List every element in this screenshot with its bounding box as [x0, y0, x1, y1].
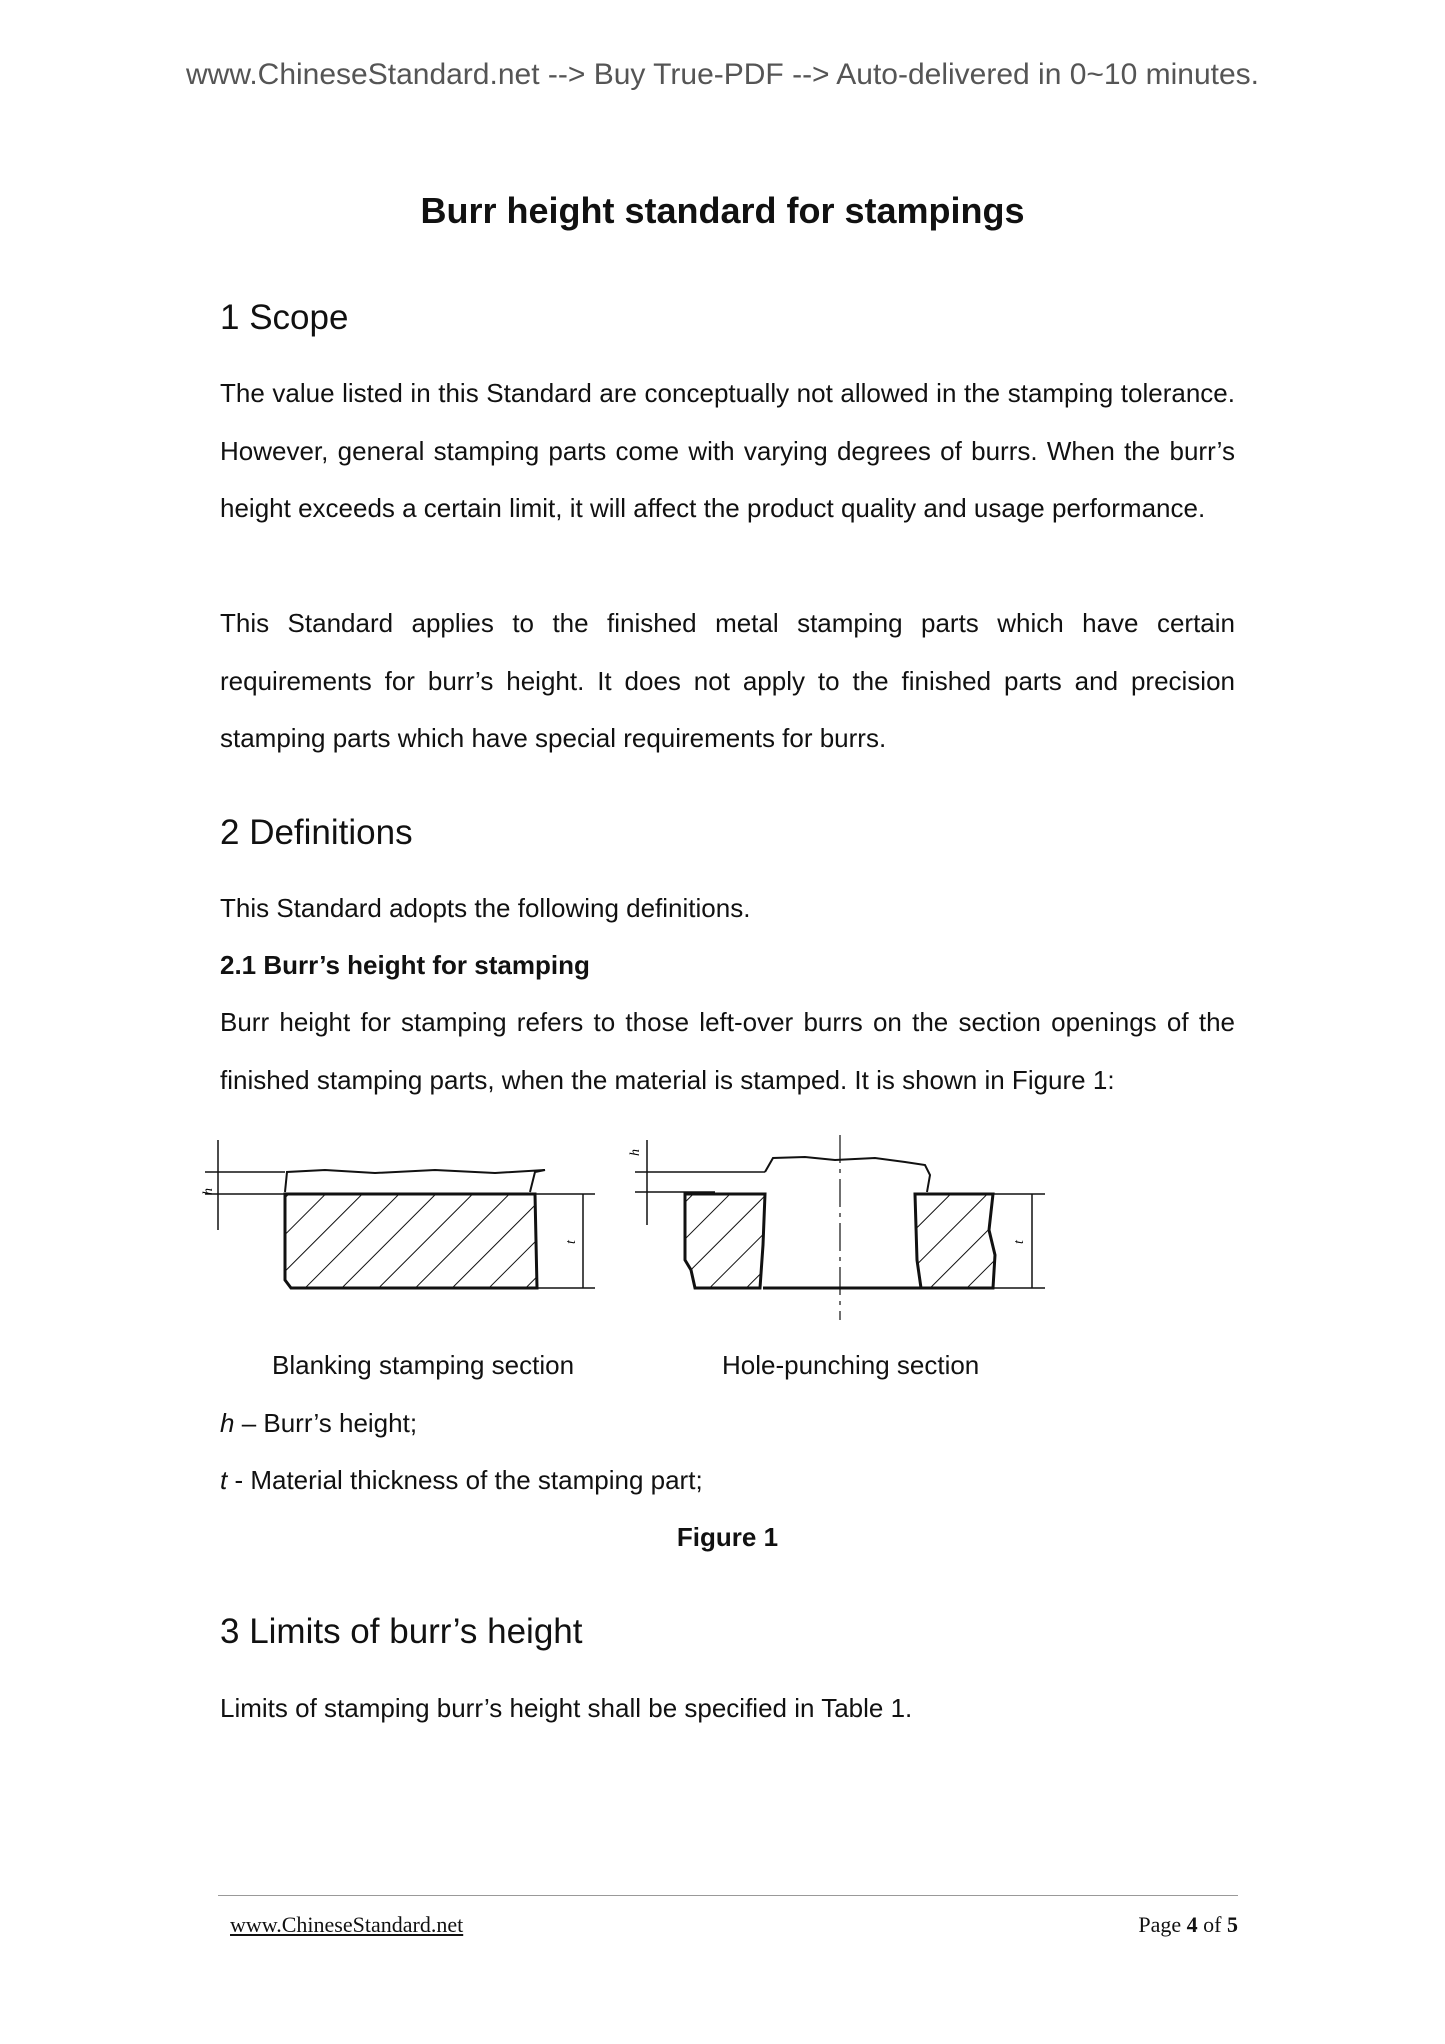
legend-t — [220, 1452, 1235, 1510]
section-2-1-heading: 2.1 Burr’s height for stamping — [220, 950, 590, 980]
legend-h — [220, 1395, 1235, 1453]
section-2-heading: 2 Definitions — [220, 813, 413, 852]
punch-right-wall — [915, 1194, 995, 1288]
legend-h-text: – Burr’s height; — [234, 1408, 418, 1438]
caption-hole-punching: Hole-punching section — [722, 1350, 980, 1380]
footer-divider — [218, 1895, 1238, 1896]
legend-t-text: - Material thickness of the stamping part; — [227, 1465, 703, 1495]
footer-link[interactable]: www.ChineseStandard.net — [230, 1912, 464, 1937]
section-1-paragraph-1: The value listed in this Standard are conceptually not allowed in the stamping tolerance. However, general stamping parts come with varying degrees of burrs. When the burr’s height exceeds a certain limit, it will affect the product quality and usage performance. — [220, 378, 1235, 523]
figure-1-drawing — [201, 1120, 1055, 1340]
legend-h-symbol: h — [220, 1408, 235, 1438]
svg-text:t: t — [1012, 1240, 1027, 1244]
punch-burr — [765, 1157, 930, 1192]
site-banner: www.ChineseStandard.net --> Buy True-PDF --> Auto-delivered in 0~10 minutes. — [185, 58, 1260, 91]
page-indicator — [1138, 1912, 1238, 1938]
hole-punching-section-diagram — [628, 1135, 1045, 1320]
svg-text:t: t — [564, 1240, 579, 1244]
svg-text:h: h — [628, 1149, 643, 1156]
page-of: of — [1197, 1912, 1227, 1937]
blanking-section-diagram — [201, 1140, 595, 1288]
punch-left-wall — [685, 1194, 765, 1288]
blanking-burr — [285, 1170, 545, 1192]
page-prefix: Page — [1138, 1912, 1187, 1937]
blanking-part — [285, 1194, 537, 1288]
legend-t-symbol: t — [220, 1465, 228, 1495]
page-number: 4 — [1186, 1912, 1198, 1937]
figure-1-label: Figure 1 — [676, 1522, 779, 1552]
page-total: 5 — [1227, 1912, 1238, 1937]
document-title: Burr height standard for stampings — [420, 190, 1025, 231]
section-2-intro: This Standard adopts the following definitions. — [220, 893, 751, 923]
caption-blanking: Blanking stamping section — [272, 1350, 575, 1380]
section-1-paragraph-2: This Standard applies to the finished metal stamping parts which have certain requirements for burr’s height. It does not apply to the finished parts and precision stamping parts which have special requirements for burrs. — [220, 608, 1235, 753]
section-3-paragraph: Limits of stamping burr’s height shall be specified in Table 1. — [220, 1693, 913, 1723]
section-1-heading: 1 Scope — [220, 298, 349, 337]
section-2-1-paragraph: Burr height for stamping refers to those left-over burrs on the section openings of the finished stamping parts, when the material is stamped. It is shown in Figure 1: — [220, 1007, 1235, 1095]
svg-text:h: h — [201, 1188, 216, 1195]
section-3-heading: 3 Limits of burr’s height — [220, 1612, 583, 1651]
